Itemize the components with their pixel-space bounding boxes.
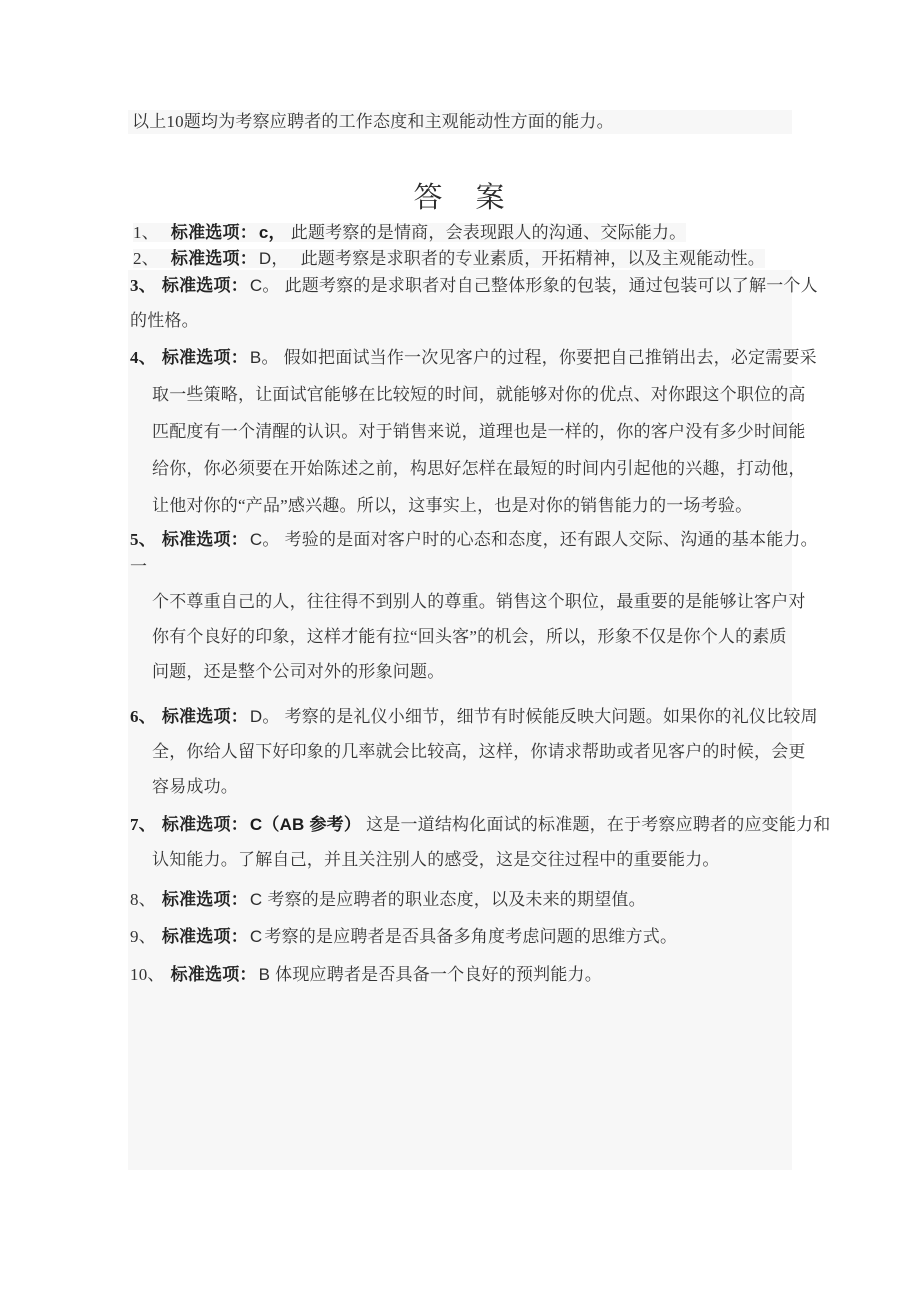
item-1-answer: c， [258,223,286,242]
item-5-label: 标准选项： [161,530,248,549]
item-10-answer: B [258,965,271,984]
item-5-text-line-5: 问题，还是整个公司对外的形象问题。 [152,662,445,681]
item-5-answer: C。 [249,530,280,549]
answer-item-8 [130,888,646,912]
item-5-text: 考验的是面对客户时的心态和态度，还有跟人交际、沟通的基本能力。 [284,530,818,549]
item-8-answer: C [249,890,263,909]
item-10-number: 10、 [130,965,165,984]
item-5-text-line-3: 个不尊重自己的人，往往得不到别人的尊重。销售这个职位，最重要的是能够让客户对 [152,592,806,611]
note-line: 以上10题均为考察应聘者的工作态度和主观能动性方面的能力。 [132,112,614,131]
item-10-text: 体现应聘者是否具备一个良好的预判能力。 [275,965,602,984]
answer-item-3 [130,274,818,298]
item-8-label: 标准选项： [161,890,248,909]
item-6-text-line-3: 容易成功。 [152,777,238,796]
item-3-answer: C。 [249,276,280,295]
item-7-label: 标准选项： [161,815,248,834]
item-10-label: 标准选项： [170,965,257,984]
item-2-text: 此题考察是求职者的专业素质，开拓精神，以及主观能动性。 [300,249,765,268]
answer-item-2 [133,247,765,271]
item-4-answer: B。 [249,348,279,367]
item-1-number: 1、 [133,223,159,242]
item-7-text-line-2: 认知能力。了解自己，并且关注别人的感受，这是交往过程中的重要能力。 [152,850,720,869]
answer-item-7 [130,813,830,837]
item-6-number: 6、 [130,707,156,726]
item-3-text-line-2: 的性格。 [130,311,199,330]
item-5-hanging-char: 一 [130,557,148,576]
item-6-label: 标准选项： [161,707,248,726]
item-9-text: 考察的是应聘者是否具备多角度考虑问题的思维方式。 [264,927,678,946]
item-4-text: 假如把面试当作一次见客户的过程，你要把自己推销出去，必定需要采 [283,348,817,367]
note-highlight-band [128,110,792,134]
item-9-answer: C [249,927,263,946]
answers-title: 答 案 [413,182,507,214]
item-4-text-line-4: 给你，你必须要在开始陈述之前，构思好怎样在最短的时间内引起他的兴趣，打动他， [152,459,806,478]
shaded-answers-block [128,270,831,1170]
item-4-label: 标准选项： [161,348,248,367]
item-5-number: 5、 [130,530,156,549]
item-4-text-line-5: 让他对你的“产品”感兴趣。所以，这事实上，也是对你的销售能力的一场考验。 [152,496,753,515]
answer-item-4 [130,346,817,370]
item-7-answer: C（AB 参考） [249,815,362,834]
item-2-answer: D， [258,249,289,268]
item-6-answer: D。 [249,707,280,726]
item-7-text: 这是一道结构化面试的标准题，在于考察应聘者的应变能力和 [366,815,831,834]
item-4-text-line-3: 匹配度有一个清醒的认识。对于销售来说，道理也是一样的，你的客户没有多少时间能 [152,422,806,441]
answer-item-10 [130,963,602,987]
item-4-number: 4、 [130,348,156,367]
answer-item-1 [133,221,686,245]
answer-item-6 [130,705,818,729]
item-8-text: 考察的是应聘者的职业态度，以及未来的期望值。 [267,890,646,909]
item-5-text-line-4: 你有个良好的印象，这样才能有拉“回头客”的机会，所以，形象不仅是你个人的素质 [152,627,787,646]
item-9-label: 标准选项： [161,927,248,946]
item-3-label: 标准选项： [161,276,248,295]
item-7-number: 7、 [130,815,156,834]
item-6-text-line-2: 全，你给人留下好印象的几率就会比较高，这样，你请求帮助或者见客户的时候，会更 [152,742,806,761]
item-4-text-line-2: 取一些策略，让面试官能够在比较短的时间，就能够对你的优点、对你跟这个职位的高 [152,385,806,404]
item-9-number: 9、 [130,927,156,946]
item-1-text: 此题考察的是情商，会表现跟人的沟通、交际能力。 [290,223,687,242]
item-3-text: 此题考察的是求职者对自己整体形象的包装，通过包装可以了解一个人 [284,276,818,295]
answer-item-5 [130,528,818,552]
item-6-text: 考察的是礼仪小细节，细节有时候能反映大问题。如果你的礼仪比较周 [284,707,818,726]
item-2-label: 标准选项： [170,249,257,268]
item-1-label: 标准选项： [170,223,257,242]
item-8-number: 8、 [130,890,156,909]
item-3-number: 3、 [130,276,156,295]
answer-item-9 [130,925,677,949]
item-2-number: 2、 [133,249,159,268]
